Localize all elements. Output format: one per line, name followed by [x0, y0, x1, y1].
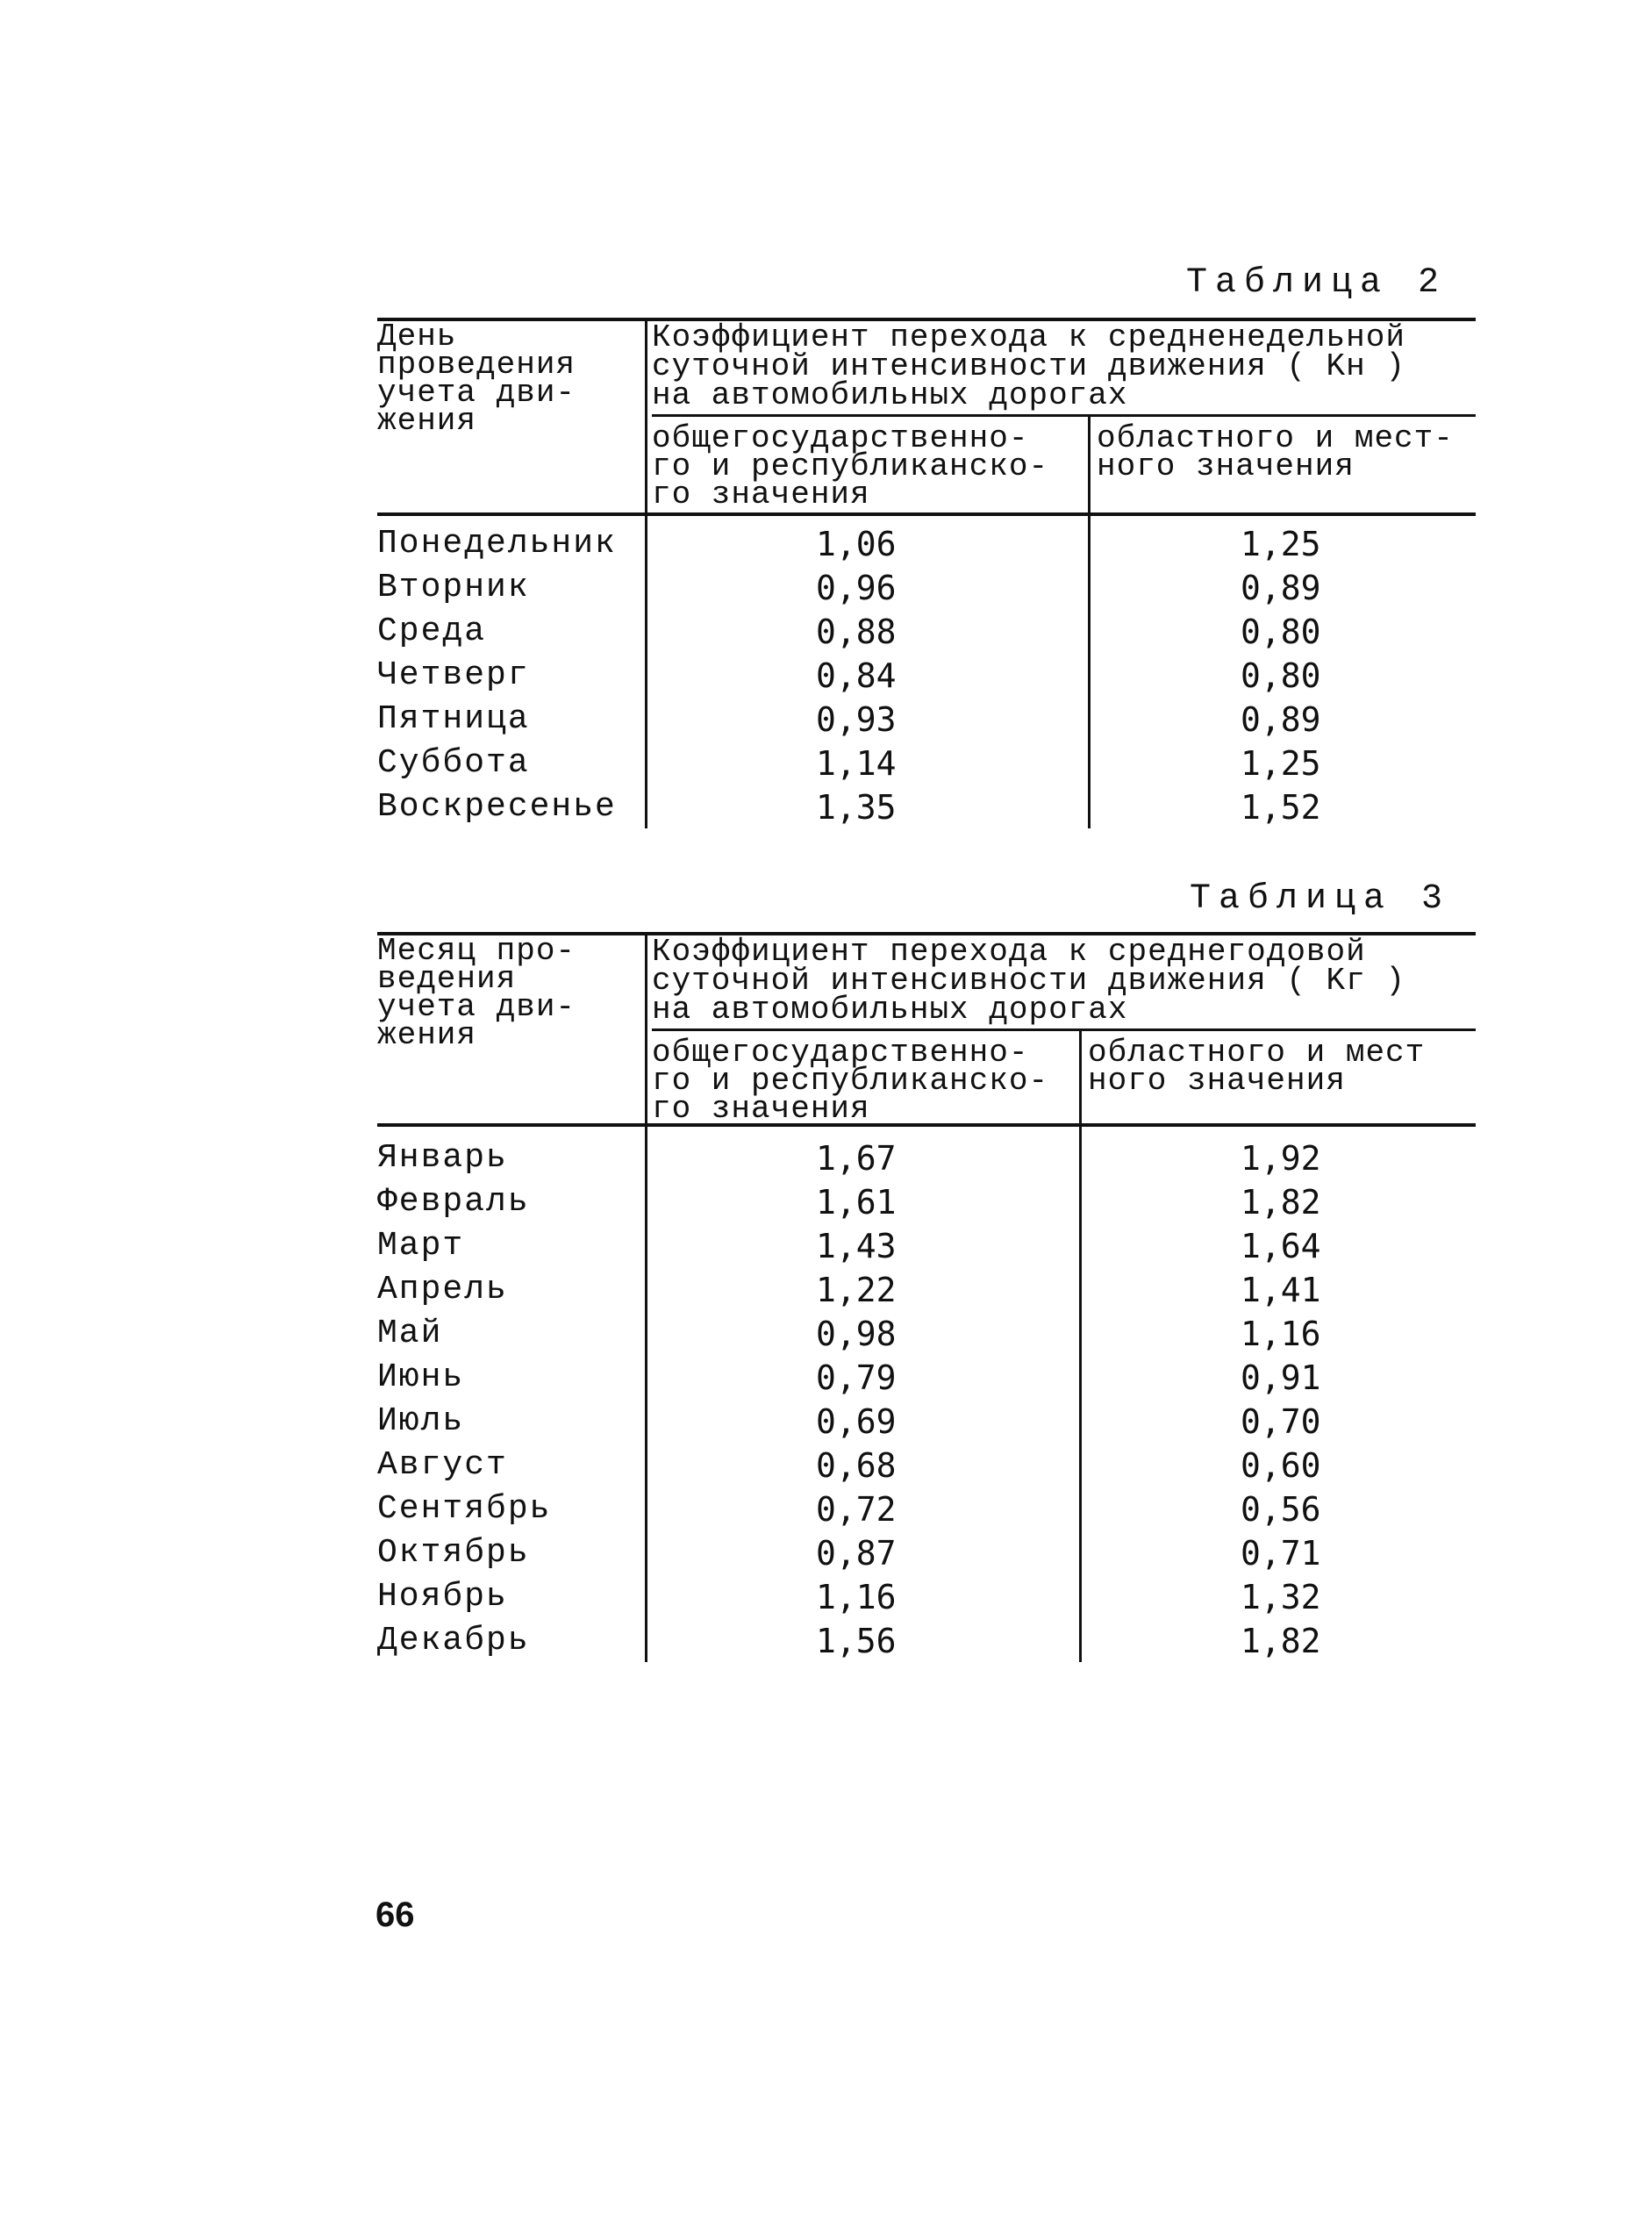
table3-row-value-regional: 1,92 — [1241, 1139, 1321, 1178]
table3-row-value-national: 1,22 — [816, 1271, 897, 1309]
table3-row — [377, 1618, 1476, 1662]
table3-row — [377, 1399, 1476, 1443]
table3-row-value-regional: 1,16 — [1241, 1315, 1321, 1353]
table2-row-value-national: 1,35 — [816, 788, 897, 827]
table2-row-value-national: 1,06 — [816, 525, 897, 563]
table2-row — [377, 697, 1476, 741]
table2-row-value-national: 0,96 — [816, 569, 897, 607]
table3-row — [377, 1267, 1476, 1311]
table2-header-divider — [645, 321, 647, 512]
table2-span-header: Коэффициент перехода к средненедельной суточной интенсивности движения ( Kн ) на автомобильных дорогах — [652, 321, 1476, 417]
table3-row-value-national: 0,68 — [816, 1446, 897, 1485]
table2-sub-divider — [1088, 417, 1091, 512]
table2-row-label: Понедельник — [377, 525, 617, 563]
table2-row-value-national: 0,88 — [816, 613, 897, 651]
table2-row — [377, 609, 1476, 653]
table2-row-label: Пятница — [377, 700, 530, 738]
table2-row-label: Среда — [377, 613, 487, 650]
page-number: 66 — [375, 1896, 415, 1934]
table3-row-label: Сентябрь — [377, 1490, 552, 1528]
table3-row-value-regional: 1,64 — [1241, 1227, 1321, 1265]
table3-row-value-regional: 1,82 — [1241, 1622, 1321, 1660]
table3-row-value-national: 0,72 — [816, 1490, 897, 1529]
table3-row — [377, 1443, 1476, 1487]
table3-row — [377, 1355, 1476, 1399]
table2-row-value-national: 1,14 — [816, 744, 897, 783]
table2-row-label: Суббота — [377, 744, 530, 782]
table2-row — [377, 565, 1476, 609]
table2-row-label: Четверг — [377, 656, 530, 694]
table2-sub2-header: областного и мест- ного значения — [1097, 420, 1454, 484]
table3-row-value-national: 1,61 — [816, 1183, 897, 1222]
table3-row-label: Август — [377, 1446, 508, 1484]
table3-body — [377, 1127, 1476, 1662]
table3-header-divider — [645, 935, 647, 1123]
table3-sub1-header: общегосударственно- го и республиканско- го значения — [652, 1035, 1049, 1127]
table3-row-value-regional: 0,56 — [1241, 1490, 1321, 1529]
table2-row-value-regional: 0,89 — [1241, 700, 1321, 739]
table3-row — [377, 1574, 1476, 1618]
table2-row-value-national: 0,84 — [816, 656, 897, 695]
table3 — [377, 932, 1476, 1662]
table2-row-value-regional: 1,52 — [1241, 788, 1321, 827]
table3-row-value-national: 0,87 — [816, 1534, 897, 1573]
table2-row — [377, 521, 1476, 565]
table2-row — [377, 785, 1476, 828]
table2-row-label: Вторник — [377, 569, 530, 606]
table3-row-value-regional: 0,70 — [1241, 1402, 1321, 1441]
table3-row-label: Апрель — [377, 1271, 508, 1308]
table3-row-value-national: 0,98 — [816, 1315, 897, 1353]
table2-row-value-regional: 1,25 — [1241, 744, 1321, 783]
table2 — [377, 318, 1476, 828]
table3-row-value-regional: 1,82 — [1241, 1183, 1321, 1222]
table3-row-value-regional: 0,71 — [1241, 1534, 1321, 1573]
table3-row-value-national: 1,67 — [816, 1139, 897, 1178]
table3-row-value-national: 1,56 — [816, 1622, 897, 1660]
table3-row-value-regional: 1,32 — [1241, 1578, 1321, 1616]
table2-header — [377, 321, 1476, 516]
table2-caption: Таблица 2 — [1186, 263, 1448, 303]
table3-col1-header: Месяц про- ведения учета дви- жения — [377, 933, 576, 1053]
table3-span-header: Коэффициент перехода к среднегодовой суточной интенсивности движения ( Kг ) на автомобильных дорогах — [652, 935, 1476, 1031]
table2-sub1-header: общегосударственно- го и республиканско- го значения — [652, 420, 1049, 512]
table2-row-value-regional: 1,25 — [1241, 525, 1321, 563]
table2-row-value-national: 0,93 — [816, 700, 897, 739]
table3-row-value-national: 0,69 — [816, 1402, 897, 1441]
table2-row — [377, 741, 1476, 785]
table3-row-label: Май — [377, 1315, 443, 1352]
table3-row — [377, 1311, 1476, 1355]
table3-row-label: Июль — [377, 1402, 465, 1440]
table3-row-label: Февраль — [377, 1183, 530, 1221]
table3-caption: Таблица 3 — [1190, 879, 1451, 919]
table2-row-label: Воскресенье — [377, 788, 617, 826]
table3-row — [377, 1136, 1476, 1179]
table3-header — [377, 935, 1476, 1127]
table3-row-label: Декабрь — [377, 1622, 530, 1659]
table2-col1-header: День проведения учета дви- жения — [377, 319, 576, 439]
table3-sub-divider — [1079, 1031, 1082, 1123]
table3-row-label: Октябрь — [377, 1534, 530, 1572]
table3-row-label: Март — [377, 1227, 465, 1265]
table3-row — [377, 1179, 1476, 1223]
table3-row-value-national: 0,79 — [816, 1358, 897, 1397]
table3-sub2-header: областного и мест ного значения — [1088, 1035, 1426, 1099]
table2-row-value-regional: 0,80 — [1241, 656, 1321, 695]
table2-row-value-regional: 0,89 — [1241, 569, 1321, 607]
table3-row-label: Январь — [377, 1139, 508, 1177]
table3-row — [377, 1487, 1476, 1530]
table3-row-label: Ноябрь — [377, 1578, 508, 1616]
table2-row — [377, 653, 1476, 697]
table3-row-value-national: 1,43 — [816, 1227, 897, 1265]
table2-row-value-regional: 0,80 — [1241, 613, 1321, 651]
table3-row-value-regional: 0,60 — [1241, 1446, 1321, 1485]
table3-row-value-regional: 1,41 — [1241, 1271, 1321, 1309]
table3-row-label: Июнь — [377, 1358, 465, 1396]
table2-body — [377, 516, 1476, 828]
table3-row — [377, 1223, 1476, 1267]
table3-row-value-national: 1,16 — [816, 1578, 897, 1616]
table3-row-value-regional: 0,91 — [1241, 1358, 1321, 1397]
table3-row — [377, 1530, 1476, 1574]
